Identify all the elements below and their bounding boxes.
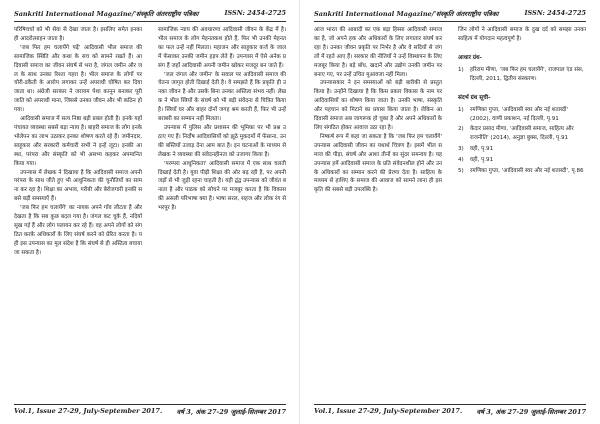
ref-number: 4)	[458, 157, 464, 164]
paragraph: निष्कर्ष रूप में कहा जा सकता है कि 'जब फिर हम चलायेंगे' उपन्यास आदिवासी जीवन का यथार्थ चित्रण है। इसमें भील समाज की पीड़ा, संघर्ष और आशा तीनों का सुंदर समन्वय है। यह उपन्यास हमें आदिवासी समाज के प्रति संवेदनशील होने और उनके अधिकारों का सम्मान करने की प्रेरणा देता है। साहित्य के माध्यम से हाशिए के समाज की आवाज को सामने लाना ही इस कृति की सबसे बड़ी उपलब्धि है।	[314, 133, 442, 194]
ref-text: वही, पृ.91	[470, 146, 494, 153]
journal-title: Sankriti International Magazine/'संस्कृति अंतरराष्ट्रीय पत्रिका	[314, 10, 499, 18]
journal-title: Sankriti International Magazine/'संस्कृति अंतरराष्ट्रीय पत्रिका	[14, 10, 199, 18]
paragraph: परिषिचर्चा को भी सेवा से देखा जाता है। इसलिए समेत इनका ही आदरोत्साहन जाता है।	[14, 27, 142, 42]
issue-label: वर्ष 3, अंक 27-29 जुलाई-सितम्बर 2017	[176, 408, 286, 416]
base-text-item	[458, 66, 586, 84]
paragraph: 'परम्परा आधुनिकता' आदिवासी समाज में एक साथ चलती दिखाई देती है। युवा पीढ़ी शिक्षा की ओर बढ़ रही है, पर अपनी जड़ों से भी जुड़ी रहना चाहती है। यही द्वंद्व उपन्यास को जीवंत बनाता है और पाठक को सोचने पर मजबूर करता है कि विकास की असली परिभाषा क्या है। भाषा सरल, सहज और लोक रंग से भरपूर है।	[158, 160, 286, 212]
paragraph: 'जब फिर हम चलायेंगे पढ़ें' आदिवासी भील समाज की सामाजिक स्थिति और कथा के सच को सामने रखते हैं। आदिवासी समाज का जीवन संघर्ष से भरा है, जंगल जमीन और जल के साथ उनका रिश्ता गहरा है। भील समाज के लोगों पर चोरी-डकैती के आरोप लगाकर उन्हें अपराधी घोषित कर दिया जाता था। अंग्रेजी सरकार ने जरायम पेशा कानून बनाकर पूरी जाति को अपराधी माना, जिससे उनका जीवन और भी कठिन हो गया।	[14, 44, 142, 114]
ref-number: 1)	[458, 66, 464, 73]
issn-label: ISSN: 2454-2725	[524, 9, 586, 17]
ref-text: रमणिका गुप्ता, 'आदिवासी स्वर और नई शताब्दी' (2002), वाणी प्रकाशन, नई दिल्ली, पृ.91	[470, 106, 568, 122]
page-footer	[314, 404, 586, 417]
references-heading: संदर्भ ग्रंथ सूची-	[458, 94, 491, 101]
reference-item	[458, 167, 586, 176]
ref-text: वही, पृ.91	[470, 157, 494, 164]
reference-item	[458, 125, 586, 143]
paragraph: उपन्यास में लेखक ने दिखाया है कि आदिवासी समाज अपनी परंपरा के साथ जीते हुए भी आधुनिकता की चुनौतियों का सामना कर रहा है। शिक्षा का अभाव, गरीबी और बेरोजगारी इनकी सबसे बड़ी समस्याएँ हैं।	[14, 169, 142, 203]
volume-label: Vol.1, Issue 27-29, July-September 2017.	[314, 407, 463, 415]
reference-item	[458, 106, 586, 124]
text-column-1	[14, 26, 142, 400]
ref-text: केदार प्रसाद मीणा, 'आदिवासी समाज, साहित्य और राजनीति' (2014), अनुज्ञा बुक्स, दिल्ली, पृ.91	[470, 126, 574, 142]
paragraph: उपन्यासकार ने इन समस्याओं को बड़ी बारीकी से प्रस्तुत किया है। उन्होंने दिखाया है कि किस प्रकार विकास के नाम पर आदिवासियों का शोषण किया जाता है। उनकी भाषा, संस्कृति और पहचान को मिटाने का प्रयास किया जाता है। लेकिन आदिवासी समाज अब जागरूक हो चुका है और अपने अधिकारों के लिए संगठित होकर आवाज उठा रहा है।	[314, 80, 442, 131]
ref-number: 1)	[458, 106, 464, 113]
paragraph: 'जल जंगल और जमीन' के सवाल पर आदिवासी समाज की चेतना जागृत होती दिखाई देती है। वे समझते हैं कि प्रकृति ही उनका जीवन है और उसके बिना उनका अस्तित्व संभव नहीं। लेखक ने भील स्त्रियों के संघर्ष को भी बड़ी संवेदना से चित्रित किया है। स्त्रियाँ घर और बाहर दोनों जगह श्रम करती हैं, फिर भी उन्हें बराबरी का सम्मान नहीं मिलता।	[158, 71, 286, 123]
issn-label: ISSN: 2454-2725	[224, 9, 286, 17]
page-header	[314, 9, 586, 22]
text-column-2	[458, 26, 586, 400]
ref-number: 2)	[458, 126, 464, 133]
reference-item	[458, 145, 586, 154]
paragraph: उपन्यास में पुलिस और प्रशासन की भूमिका पर भी प्रश्न उठाए गए हैं। निर्दोष आदिवासियों को झूठे मुकदमों में फँसाना, उनकी बस्तियाँ उजाड़ देना आम बात है। इन घटनाओं के माध्यम से लेखक ने व्यवस्था की संवेदनहीनता को उजागर किया है।	[158, 124, 286, 158]
paragraph: आज भारत की आबादी का एक बड़ा हिस्सा आदिवासी समाज का है, जो अपने हक और अधिकारों के लिए लगातार संघर्ष कर रहा है। उनका जीवन प्रकृति पर निर्भर है और वे सदियों से जंगलों में रहते आए हैं। सरकार की नीतियों ने उन्हें विस्थापन के लिए मजबूर किया है। बड़े बाँध, खदानें और उद्योग उनकी जमीन पर बनाए गए, पर उन्हें उचित मुआवजा नहीं मिला।	[314, 27, 442, 78]
volume-label: Vol.1, Issue 27-29, July-September 2017.	[14, 407, 163, 415]
reference-item	[458, 156, 586, 165]
page-header	[14, 9, 286, 22]
base-text-heading: आधार ग्रंथ-	[458, 54, 482, 61]
paragraph: जिन लोगों ने आदिवासी समाज के दुख दर्द को समझा उनका साहित्य में योगदान महत्वपूर्ण है।	[458, 27, 586, 42]
text-column-1	[314, 26, 442, 400]
ref-text: रमणिका गुप्ता, 'आदिवासी स्वर और नई शताब्दी', पृ.86	[470, 168, 584, 175]
paragraph: सामाजिक न्याय की अवधारणा आदिवासी जीवन के केंद्र में है। भील समाज के लोग मेहनतकश होते हैं, फिर भी उनकी मेहनत का फल उन्हें नहीं मिलता। महाजन और साहूकार कर्ज के जाल में फँसाकर उनकी जमीन हड़प लेते हैं। उपन्यास में ऐसे अनेक प्रसंग हैं जहाँ आदिवासी अपनी जमीन खोकर मजदूर बन जाते हैं।	[158, 27, 286, 69]
text-column-2	[158, 26, 286, 400]
ref-number: 5)	[458, 168, 464, 175]
ref-text: हरिराम मीणा, 'जब फिर हम चलायेंगे', राजपाल एंड संस, दिल्ली, 2011, द्वितीय संस्करण।	[470, 66, 584, 82]
paragraph: आदिवासी समाज में सत्य निष्ठा बड़ी प्रबल होती है। इनके यहाँ पंचायत व्यवस्था सबसे बड़ा न्याय है। बाहरी समाज के लोग इनके भोलेपन का लाभ उठाकर इनका शोषण करते रहे हैं। जमीनदार, साहूकार और सरकारी कर्मचारी सभी ने इन्हें लूटा। इनकी आस्था, परंपरा और संस्कृति को भी असभ्य कहकर अपमानित किया गया।	[14, 116, 142, 167]
issue-label: वर्ष 3, अंक 27-29 जुलाई-सितम्बर 2017	[476, 408, 586, 416]
paragraph: 'जब फिर हम चलायेंगे' का नायक अपने गाँव लौटता है और देखता है कि सब कुछ बदल गया है। जंगल कट चुके हैं, नदियाँ सूख गई हैं और लोग पलायन कर रहे हैं। वह अपने लोगों को संगठित करके अधिकारों के लिए संघर्ष करने को प्रेरित करता है। यही इस उपन्यास का मूल संदेश है कि संघर्ष से ही अस्तित्व बचाया जा सकता है।	[14, 205, 142, 256]
right-page	[300, 0, 600, 424]
ref-number: 3)	[458, 146, 464, 153]
page-footer	[14, 404, 286, 417]
